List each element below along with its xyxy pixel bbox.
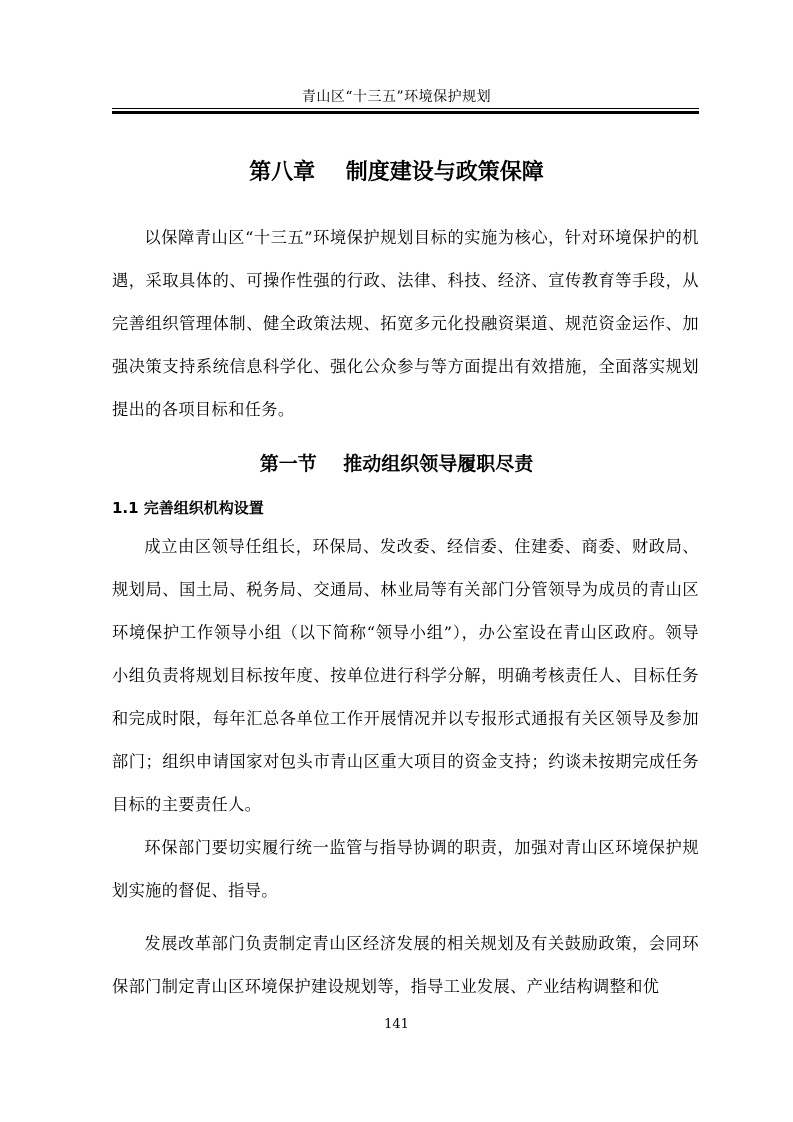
body-paragraph-2: 环保部门要切实履行统一监管与指导协调的职责，加强对青山区环境保护规划实施的督促、指导。: [112, 838, 699, 900]
header-rule-thin: [112, 108, 699, 109]
header-rule-thick: [112, 111, 699, 114]
chapter-intro-paragraph: 以保障青山区“十三五”环境保护规划目标的实施为核心，针对环境保护的机遇，采取具体的、可操作性强的行政、法律、科技、经济、宣传教育等手段，从完善组织管理体制、健全政策法规、拓宽多元化投融资渠道、规范资金运作、加强决策支持系统信息科学化、强化公众参与等方面提出有效措施，全面落实规划提出的各项目标和任务。: [112, 228, 699, 419]
page-number: 141: [384, 1017, 409, 1032]
body-paragraph-1: 成立由区领导任组长，环保局、发改委、经信委、住建委、商委、财政局、规划局、国土局、税务局、交通局、林业局等有关部门分管领导为成员的青山区环境保护工作领导小组（以下简称“领导小组”），办公室设在青山区政府。领导小组负责将规划目标按年度、按单位进行科学分解，明确考核责任人、目标任务和完成时限，每年汇总各单位工作开展情况并以专报形式通报有关区领导及参加部门；组织申请国家对包头市青山区重大项目的资金支持；约谈未按期完成任务目标的主要责任人。: [112, 537, 699, 814]
subsection-title: 1.1 完善组织机构设置: [112, 499, 264, 517]
chapter-title: 第八章 制度建设与政策保障: [249, 160, 544, 185]
running-header: 青山区“十三五”环境保护规划: [301, 89, 492, 105]
section-title: 第一节 推动组织领导履职尽责: [259, 453, 534, 475]
body-paragraph-3: 发展改革部门负责制定青山区经济发展的相关规划及有关鼓励政策，会同环保部门制定青山区环境保护建设规划等，指导工业发展、产业结构调整和优: [112, 934, 699, 996]
